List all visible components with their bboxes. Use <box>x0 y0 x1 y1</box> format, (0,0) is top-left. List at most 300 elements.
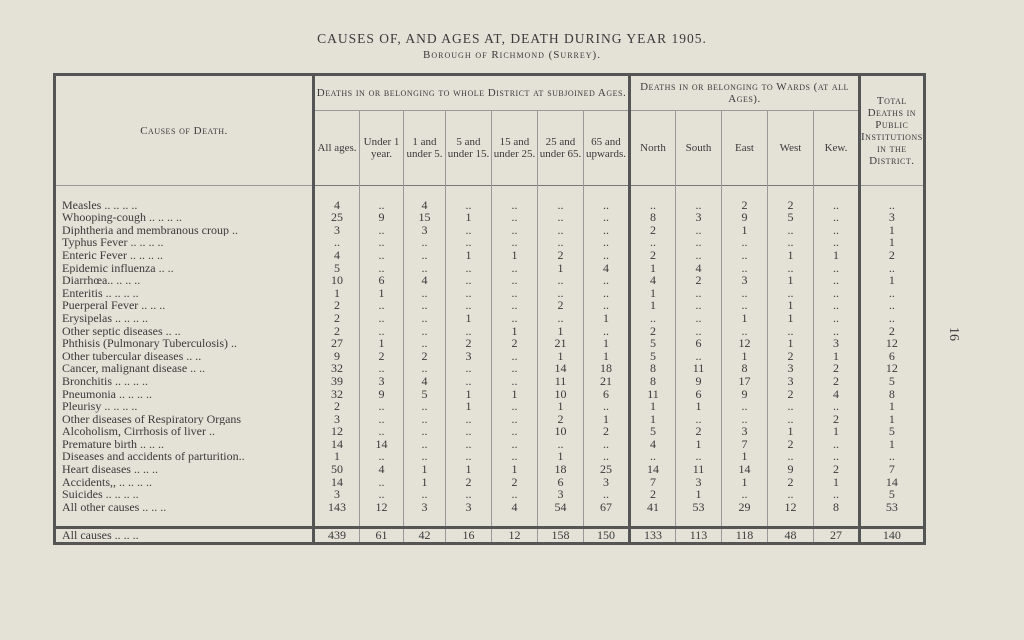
value-cell: .. <box>538 438 584 451</box>
value-cell: .. <box>538 236 584 249</box>
value-cell: 1 <box>768 274 814 287</box>
value-cell: .. <box>404 236 446 249</box>
cause-cell: Typhus Fever .. .. .. .. <box>62 236 164 249</box>
value-cell: 14 <box>722 463 768 476</box>
death-causes-table <box>53 73 926 545</box>
value-cell: .. <box>722 236 768 249</box>
header-col: South <box>676 111 722 186</box>
cause-cell: Measles .. .. .. .. <box>62 198 138 212</box>
value-cell: .. <box>860 262 925 275</box>
table-row <box>55 375 925 388</box>
value-cell: 1 <box>492 388 538 401</box>
value-cell: .. <box>360 262 404 275</box>
value-cell: 1 <box>860 438 925 451</box>
table-row <box>55 224 925 237</box>
value-cell: 12 <box>314 425 360 438</box>
value-cell: 12 <box>860 337 925 350</box>
header-col: Under 1 year. <box>360 111 404 186</box>
value-cell: .. <box>676 199 722 212</box>
table-row <box>55 438 925 451</box>
value-cell: .. <box>768 325 814 338</box>
value-cell: .. <box>360 249 404 262</box>
value-cell: 2 <box>814 413 860 426</box>
value-cell: 3 <box>404 224 446 237</box>
value-cell: 9 <box>722 211 768 224</box>
value-cell: 12 <box>360 501 404 514</box>
table-subtitle: Borough of Richmond (Surrey). <box>423 49 601 61</box>
value-cell: .. <box>492 438 538 451</box>
value-cell: .. <box>492 312 538 325</box>
value-cell: .. <box>492 224 538 237</box>
value-cell: .. <box>584 325 630 338</box>
header-col: 25 and under 65. <box>538 111 584 186</box>
value-cell: .. <box>446 199 492 212</box>
value-cell: .. <box>404 299 446 312</box>
value-cell: 41 <box>630 501 676 514</box>
value-cell: 8 <box>722 362 768 375</box>
value-cell: 3 <box>314 224 360 237</box>
value-cell: 3 <box>722 425 768 438</box>
cause-cell: All causes .. .. .. <box>55 528 314 544</box>
value-cell: 3 <box>446 501 492 514</box>
value-cell: 3 <box>446 350 492 363</box>
value-cell: 12 <box>492 528 538 544</box>
value-cell: 14 <box>314 476 360 489</box>
value-cell: 9 <box>314 350 360 363</box>
value-cell: .. <box>676 450 722 463</box>
value-cell: .. <box>722 400 768 413</box>
cause-cell: Diphtheria and membranous croup .. <box>62 223 238 237</box>
value-cell: .. <box>722 325 768 338</box>
value-cell: 3 <box>404 501 446 514</box>
value-cell: .. <box>860 299 925 312</box>
value-cell: 1 <box>404 463 446 476</box>
value-cell: .. <box>404 425 446 438</box>
value-cell: .. <box>492 274 538 287</box>
value-cell: .. <box>538 211 584 224</box>
value-cell: 3 <box>360 375 404 388</box>
value-cell: .. <box>722 488 768 501</box>
value-cell: .. <box>492 350 538 363</box>
cause-cell: Other septic diseases .. .. <box>62 324 181 338</box>
value-cell: 5 <box>860 488 925 501</box>
value-cell: 1 <box>360 337 404 350</box>
value-cell: 3 <box>314 488 360 501</box>
value-cell: 1 <box>722 450 768 463</box>
value-cell: .. <box>360 325 404 338</box>
value-cell: .. <box>814 299 860 312</box>
value-cell: 2 <box>768 476 814 489</box>
value-cell: 2 <box>584 425 630 438</box>
total-row <box>55 528 925 544</box>
value-cell: 8 <box>860 388 925 401</box>
value-cell: .. <box>492 211 538 224</box>
value-cell: .. <box>584 400 630 413</box>
cause-cell: Puerperal Fever .. .. .. <box>62 299 166 312</box>
value-cell: 1 <box>446 400 492 413</box>
value-cell: 5 <box>860 375 925 388</box>
value-cell: 10 <box>314 274 360 287</box>
value-cell: 14 <box>360 438 404 451</box>
value-cell: 1 <box>860 224 925 237</box>
value-cell: 7 <box>860 463 925 476</box>
value-cell: 14 <box>314 438 360 451</box>
value-cell: .. <box>860 312 925 325</box>
value-cell: .. <box>676 350 722 363</box>
value-cell: .. <box>768 488 814 501</box>
table-row <box>55 312 925 325</box>
value-cell: .. <box>446 224 492 237</box>
value-cell: 1 <box>722 350 768 363</box>
value-cell: 5 <box>314 262 360 275</box>
value-cell: 2 <box>314 299 360 312</box>
value-cell: .. <box>446 488 492 501</box>
value-cell: 11 <box>676 463 722 476</box>
value-cell: .. <box>814 236 860 249</box>
value-cell: 5 <box>630 337 676 350</box>
cause-cell: Premature birth .. .. .. <box>62 437 164 451</box>
value-cell: .. <box>492 299 538 312</box>
value-cell: 27 <box>314 337 360 350</box>
value-cell: 12 <box>722 337 768 350</box>
value-cell: 1 <box>492 249 538 262</box>
header-col: North <box>630 111 676 186</box>
value-cell: .. <box>492 199 538 212</box>
value-cell: 9 <box>360 211 404 224</box>
header-district-group: Deaths in or belonging to whole District at subjoined Ages. <box>314 75 630 111</box>
value-cell: .. <box>814 287 860 300</box>
value-cell: 1 <box>630 262 676 275</box>
value-cell: .. <box>446 274 492 287</box>
value-cell: 1 <box>360 287 404 300</box>
value-cell: 2 <box>630 488 676 501</box>
cause-cell: Alcoholism, Cirrhosis of liver .. <box>62 425 215 438</box>
value-cell: 4 <box>404 375 446 388</box>
table-row <box>55 199 925 212</box>
value-cell: .. <box>404 362 446 375</box>
value-cell: 2 <box>314 312 360 325</box>
value-cell: 1 <box>492 325 538 338</box>
value-cell: 1 <box>538 350 584 363</box>
value-cell: 1 <box>630 299 676 312</box>
value-cell: 3 <box>314 413 360 426</box>
value-cell: 1 <box>538 400 584 413</box>
value-cell: 1 <box>860 236 925 249</box>
value-cell: 6 <box>860 350 925 363</box>
page-number: 16 <box>946 327 961 341</box>
value-cell: .. <box>492 488 538 501</box>
value-cell: 1 <box>722 476 768 489</box>
header-institutions: Total Deaths in Public Institutions in the District. <box>860 75 925 186</box>
value-cell: 4 <box>404 199 446 212</box>
value-cell: 8 <box>814 501 860 514</box>
value-cell: .. <box>314 236 360 249</box>
value-cell: 7 <box>630 476 676 489</box>
value-cell: .. <box>360 400 404 413</box>
value-cell: 2 <box>768 438 814 451</box>
value-cell: 42 <box>404 528 446 544</box>
value-cell: 143 <box>314 501 360 514</box>
header-col: West <box>768 111 814 186</box>
value-cell: 1 <box>768 425 814 438</box>
value-cell: .. <box>630 236 676 249</box>
value-cell: 1 <box>446 463 492 476</box>
table-row <box>55 413 925 426</box>
table-row <box>55 350 925 363</box>
value-cell: 29 <box>722 501 768 514</box>
value-cell: 2 <box>538 299 584 312</box>
value-cell: 4 <box>314 199 360 212</box>
value-cell: 133 <box>630 528 676 544</box>
table-row <box>55 476 925 489</box>
header-wards-group: Deaths in or belonging to Wards (at all Ages). <box>630 75 860 111</box>
table-row <box>55 501 925 514</box>
value-cell: 9 <box>722 388 768 401</box>
value-cell: .. <box>404 312 446 325</box>
value-cell: 3 <box>814 337 860 350</box>
value-cell: .. <box>404 438 446 451</box>
value-cell: .. <box>814 199 860 212</box>
value-cell: 4 <box>492 501 538 514</box>
value-cell: 48 <box>768 528 814 544</box>
value-cell: 2 <box>768 388 814 401</box>
value-cell: .. <box>768 262 814 275</box>
value-cell: 50 <box>314 463 360 476</box>
value-cell: 54 <box>538 501 584 514</box>
table-row <box>55 274 925 287</box>
value-cell: 2 <box>446 476 492 489</box>
value-cell: 1 <box>814 350 860 363</box>
value-cell: .. <box>492 425 538 438</box>
header-col: 65 and upwards. <box>584 111 630 186</box>
value-cell: 2 <box>860 249 925 262</box>
value-cell: .. <box>814 325 860 338</box>
value-cell: .. <box>676 312 722 325</box>
value-cell: 1 <box>722 224 768 237</box>
table-row <box>55 488 925 501</box>
value-cell: 14 <box>860 476 925 489</box>
value-cell: .. <box>768 450 814 463</box>
value-cell: .. <box>404 325 446 338</box>
value-cell: .. <box>360 476 404 489</box>
value-cell: 2 <box>722 199 768 212</box>
value-cell: 2 <box>314 325 360 338</box>
value-cell: .. <box>360 236 404 249</box>
value-cell: 9 <box>676 375 722 388</box>
value-cell: .. <box>676 249 722 262</box>
value-cell: .. <box>404 413 446 426</box>
value-cell: .. <box>676 287 722 300</box>
cause-cell: Bronchitis .. .. .. .. <box>62 374 148 388</box>
value-cell: 2 <box>768 199 814 212</box>
value-cell: .. <box>768 224 814 237</box>
value-cell: .. <box>814 450 860 463</box>
value-cell: .. <box>814 211 860 224</box>
header-col: 1 and under 5. <box>404 111 446 186</box>
table-row <box>55 325 925 338</box>
value-cell: 4 <box>814 388 860 401</box>
value-cell: .. <box>492 400 538 413</box>
value-cell: .. <box>584 299 630 312</box>
value-cell: .. <box>446 413 492 426</box>
value-cell: 8 <box>630 375 676 388</box>
value-cell: .. <box>768 287 814 300</box>
value-cell: 8 <box>630 362 676 375</box>
value-cell: .. <box>404 337 446 350</box>
value-cell: .. <box>676 224 722 237</box>
value-cell: .. <box>492 262 538 275</box>
value-cell: 18 <box>538 463 584 476</box>
value-cell: 3 <box>768 375 814 388</box>
value-cell: 1 <box>860 400 925 413</box>
value-cell: .. <box>584 236 630 249</box>
value-cell: 1 <box>538 450 584 463</box>
value-cell: 2 <box>314 400 360 413</box>
value-cell: 2 <box>630 224 676 237</box>
value-cell: .. <box>360 362 404 375</box>
value-cell: 1 <box>768 337 814 350</box>
value-cell: .. <box>676 236 722 249</box>
value-cell: .. <box>538 274 584 287</box>
value-cell: .. <box>360 413 404 426</box>
value-cell: .. <box>584 224 630 237</box>
value-cell: 17 <box>722 375 768 388</box>
value-cell: .. <box>492 413 538 426</box>
value-cell: .. <box>404 400 446 413</box>
value-cell: .. <box>814 262 860 275</box>
value-cell: .. <box>584 438 630 451</box>
value-cell: .. <box>538 312 584 325</box>
value-cell: 4 <box>404 274 446 287</box>
value-cell: .. <box>814 488 860 501</box>
cause-cell: Enteritis .. .. .. .. <box>62 286 139 300</box>
value-cell: 5 <box>404 388 446 401</box>
table-row <box>55 262 925 275</box>
value-cell: .. <box>446 262 492 275</box>
value-cell: 1 <box>446 312 492 325</box>
table-row <box>55 425 925 438</box>
value-cell: .. <box>584 211 630 224</box>
value-cell: 32 <box>314 362 360 375</box>
value-cell: .. <box>538 287 584 300</box>
value-cell: 9 <box>360 388 404 401</box>
header-col: 15 and under 25. <box>492 111 538 186</box>
value-cell: 18 <box>584 362 630 375</box>
value-cell: 4 <box>360 463 404 476</box>
value-cell: 4 <box>630 274 676 287</box>
cause-cell: Other diseases of Respiratory Organs <box>62 412 242 426</box>
value-cell: .. <box>446 299 492 312</box>
header-col: 5 and under 15. <box>446 111 492 186</box>
value-cell: .. <box>814 438 860 451</box>
value-cell: 1 <box>768 249 814 262</box>
value-cell: 10 <box>538 425 584 438</box>
value-cell: 32 <box>314 388 360 401</box>
value-cell: .. <box>446 325 492 338</box>
value-cell: .. <box>584 199 630 212</box>
value-cell: 2 <box>676 425 722 438</box>
value-cell: .. <box>446 375 492 388</box>
cause-cell: Whooping-cough .. .. .. .. <box>62 211 182 224</box>
table-row <box>55 450 925 463</box>
value-cell: 1 <box>768 299 814 312</box>
value-cell: .. <box>584 287 630 300</box>
value-cell: 6 <box>584 388 630 401</box>
value-cell: .. <box>676 299 722 312</box>
table-row <box>55 388 925 401</box>
value-cell: .. <box>446 438 492 451</box>
value-cell: 140 <box>860 528 925 544</box>
value-cell: 1 <box>814 425 860 438</box>
value-cell: 3 <box>768 362 814 375</box>
value-cell: .. <box>360 450 404 463</box>
value-cell: .. <box>722 413 768 426</box>
value-cell: 3 <box>676 211 722 224</box>
value-cell: .. <box>446 425 492 438</box>
value-cell: .. <box>584 274 630 287</box>
value-cell: 2 <box>630 325 676 338</box>
value-cell: 12 <box>860 362 925 375</box>
cause-cell: Accidents,, .. .. .. .. <box>62 475 152 489</box>
value-cell: .. <box>360 425 404 438</box>
table-row <box>55 362 925 375</box>
value-cell: 1 <box>630 400 676 413</box>
cause-cell: Suicides .. .. .. .. <box>62 488 139 501</box>
value-cell: .. <box>768 236 814 249</box>
value-cell: .. <box>722 262 768 275</box>
value-cell: 14 <box>630 463 676 476</box>
value-cell: .. <box>360 488 404 501</box>
value-cell: .. <box>404 450 446 463</box>
value-cell: 1 <box>446 388 492 401</box>
value-cell: 6 <box>538 476 584 489</box>
value-cell: 53 <box>676 501 722 514</box>
value-cell: .. <box>492 287 538 300</box>
value-cell: 1 <box>630 287 676 300</box>
value-cell: 1 <box>860 274 925 287</box>
table-row <box>55 463 925 476</box>
value-cell: 1 <box>538 262 584 275</box>
header-col: Kew. <box>814 111 860 186</box>
value-cell: .. <box>860 199 925 212</box>
value-cell: 4 <box>676 262 722 275</box>
value-cell: .. <box>860 287 925 300</box>
value-cell: 5 <box>630 350 676 363</box>
value-cell: 1 <box>446 211 492 224</box>
table-row <box>55 299 925 312</box>
value-cell: 1 <box>860 413 925 426</box>
cause-cell: All other causes .. .. .. <box>62 500 167 514</box>
value-cell: 4 <box>314 249 360 262</box>
value-cell: .. <box>722 299 768 312</box>
value-cell: .. <box>584 488 630 501</box>
value-cell: 10 <box>538 388 584 401</box>
value-cell: .. <box>446 236 492 249</box>
cause-cell: Diseases and accidents of parturition.. <box>62 450 245 464</box>
value-cell: .. <box>814 274 860 287</box>
value-cell: .. <box>630 450 676 463</box>
table-row <box>55 249 925 262</box>
value-cell: .. <box>360 312 404 325</box>
value-cell: 150 <box>584 528 630 544</box>
value-cell: 1 <box>722 312 768 325</box>
table-row <box>55 287 925 300</box>
value-cell: 11 <box>538 375 584 388</box>
value-cell: 9 <box>768 463 814 476</box>
value-cell: .. <box>630 312 676 325</box>
value-cell: 25 <box>584 463 630 476</box>
value-cell: 2 <box>360 350 404 363</box>
